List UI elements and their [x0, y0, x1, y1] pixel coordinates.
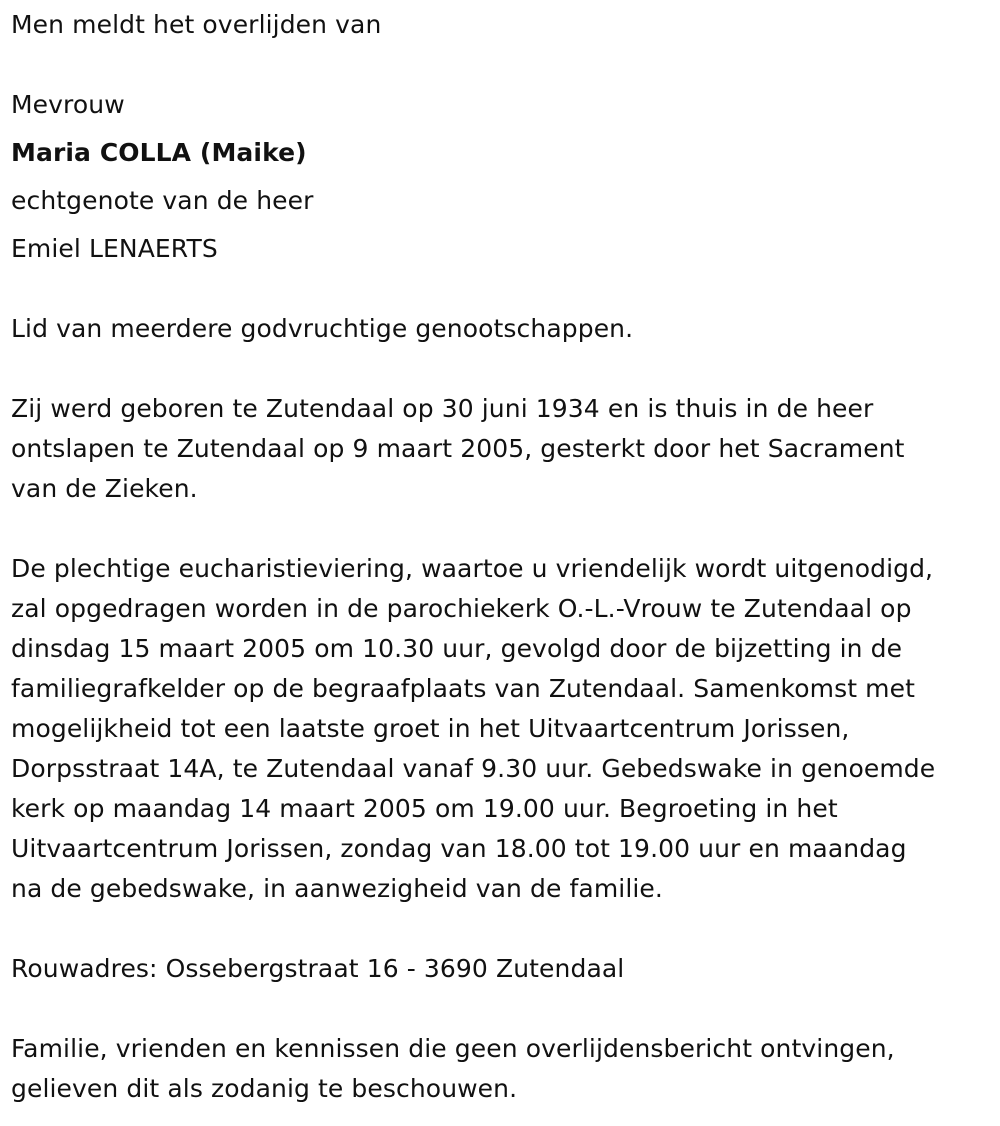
intro-text: Men meldt het overlijden van: [11, 10, 382, 39]
ceremony-line: na de gebedswake, in aanwezigheid van de familie.: [11, 874, 663, 903]
ceremony-line: Uitvaartcentrum Jorissen, zondag van 18.00 tot 19.00 uur en maandag: [11, 834, 907, 863]
ceremony-line: Dorpsstraat 14A, te Zutendaal vanaf 9.30 uur. Gebedswake in genoemde: [11, 754, 936, 783]
ceremony-line: kerk op maandag 14 maart 2005 om 19.00 uur. Begroeting in het: [11, 794, 838, 823]
spouse-name: Emiel LENAERTS: [11, 234, 218, 263]
closing-line: gelieven dit als zodanig te beschouwen.: [11, 1074, 518, 1103]
deceased-name: Maria COLLA (Maike): [11, 138, 307, 167]
ceremony-line: zal opgedragen worden in de parochiekerk O.-L.-Vrouw te Zutendaal op: [11, 594, 912, 623]
ceremony-line: De plechtige eucharistieviering, waartoe u vriendelijk wordt uitgenodigd,: [11, 554, 934, 583]
salutation: Mevrouw: [11, 90, 125, 119]
membership-text: Lid van meerdere godvruchtige genootschappen.: [11, 314, 634, 343]
mourning-address: Rouwadres: Ossebergstraat 16 - 3690 Zutendaal: [11, 954, 625, 983]
ceremony-line: familiegrafkelder op de begraafplaats van Zutendaal. Samenkomst met: [11, 674, 915, 703]
birth-line: ontslapen te Zutendaal op 9 maart 2005, gesterkt door het Sacrament: [11, 434, 905, 463]
birth-line: Zij werd geboren te Zutendaal op 30 juni 1934 en is thuis in de heer: [11, 394, 874, 423]
ceremony-line: dinsdag 15 maart 2005 om 10.30 uur, gevolgd door de bijzetting in de: [11, 634, 903, 663]
birth-line: van de Zieken.: [11, 474, 198, 503]
closing-line: Familie, vrienden en kennissen die geen overlijdensbericht ontvingen,: [11, 1034, 895, 1063]
ceremony-line: mogelijkheid tot een laatste groet in het Uitvaartcentrum Jorissen,: [11, 714, 850, 743]
relation-text: echtgenote van de heer: [11, 186, 314, 215]
